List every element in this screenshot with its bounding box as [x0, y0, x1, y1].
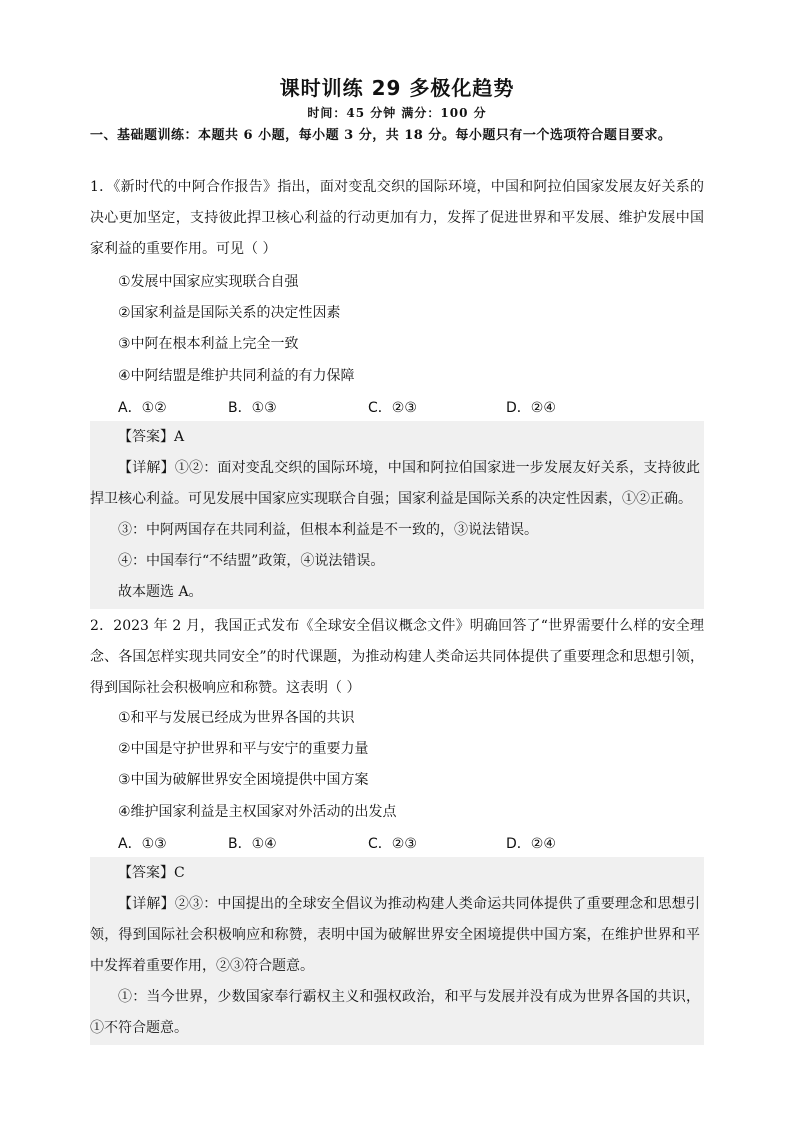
q1-choice-c: C．②③ [368, 400, 417, 416]
q1-statement-1: ①发展中国家应实现联合自强 [118, 274, 299, 290]
q2-choice-a: A．①③ [118, 836, 167, 852]
q2-choice-c: C．②③ [368, 836, 417, 852]
q2-answer [118, 858, 698, 889]
detail-text: ②③：中国提出的全球安全倡议为推动构建人类命运共同体提供了重要理念和思想引领，得到国际社会积极响应和称赞，表明中国为破解世界安全困境提供中国方案，在维护世界和平中发挥着重要作用，②③符合题意。 [90, 896, 701, 974]
answer-value: C [174, 865, 185, 881]
q2-detail-2: ①：当今世界，少数国家奉行霸权主义和强权政治，和平与发展并没有成为世界各国的共识，①不符合题意。 [90, 989, 700, 1036]
answer-value: A [174, 429, 185, 445]
q1-statement-4: ④中阿结盟是维护共同利益的有力保障 [118, 368, 355, 384]
q1-statement-3: ③中阿在根本利益上完全一致 [118, 336, 299, 352]
q2-statement-3: ③中国为破解世界安全困境提供中国方案 [118, 772, 369, 788]
question-2-stem [90, 611, 704, 704]
q1-answer-box [90, 421, 704, 609]
q1-answer [118, 422, 698, 453]
q1-detail-3: ④：中国奉行“不结盟”政策，④说法错误。 [118, 553, 385, 569]
q2-detail-1 [90, 889, 700, 982]
q1-detail-1 [90, 453, 700, 515]
q1-detail-2: ③：中阿两国存在共同利益，但根本利益是不一致的，③说法错误。 [118, 522, 538, 538]
q1-conclusion: 故本题选 A。 [118, 584, 203, 600]
question-number: 1． [90, 179, 114, 195]
question-number: 2． [90, 618, 114, 634]
question-text: 《新时代的中阿合作报告》指出，面对变乱交织的国际环境，中国和阿拉伯国家发展友好关系的决心更加坚定，支持彼此捍卫核心利益的行动更加有力，发挥了促进世界和平发展、维护发展中国家利益的重要作用。可见（ ） [90, 179, 704, 257]
q2-choices [118, 833, 708, 853]
q2-statement-1: ①和平与发展已经成为世界各国的共识 [118, 710, 355, 726]
q2-statement-4: ④维护国家利益是主权国家对外活动的出发点 [118, 804, 397, 820]
answer-label: 【答案】 [118, 429, 174, 445]
q2-answer-box [90, 857, 704, 1045]
detail-label: 【详解】 [118, 460, 175, 476]
detail-text: ①②：面对变乱交织的国际环境，中国和阿拉伯国家进一步发展友好关系，支持彼此捍卫核心利益。可见发展中国家应实现联合自强；国家利益是国际关系的决定性因素，①②正确。 [90, 460, 701, 507]
time-score-info: 时间：45 分钟 满分：100 分 [307, 106, 487, 120]
q2-choice-d: D．②④ [506, 836, 556, 852]
section-heading: 一、基础题训练：本题共 6 小题，每小题 3 分，共 18 分。每小题只有一个选项符合题目要求。 [90, 128, 672, 143]
question-text: 2023 年 2 月，我国正式发布《全球安全倡议概念文件》明确回答了“世界需要什么样的安全理念、各国怎样实现共同安全”的时代课题，为推动构建人类命运共同体提供了重要理念和思想引领，得到国际社会积极响应和称赞。这表明（ ） [90, 618, 704, 696]
q1-choices [118, 397, 708, 417]
q1-choice-b: B．①③ [228, 400, 277, 416]
question-1-stem [90, 172, 704, 265]
detail-label: 【详解】 [118, 896, 175, 912]
page-title: 课时训练 29 多极化趋势 [279, 76, 515, 100]
q2-choice-b: B．①④ [228, 836, 277, 852]
q1-statement-2: ②国家利益是国际关系的决定性因素 [118, 305, 341, 321]
q1-choice-a: A．①② [118, 400, 167, 416]
q1-choice-d: D．②④ [506, 400, 556, 416]
q2-statement-2: ②中国是守护世界和平与安宁的重要力量 [118, 741, 369, 757]
answer-label: 【答案】 [118, 865, 174, 881]
